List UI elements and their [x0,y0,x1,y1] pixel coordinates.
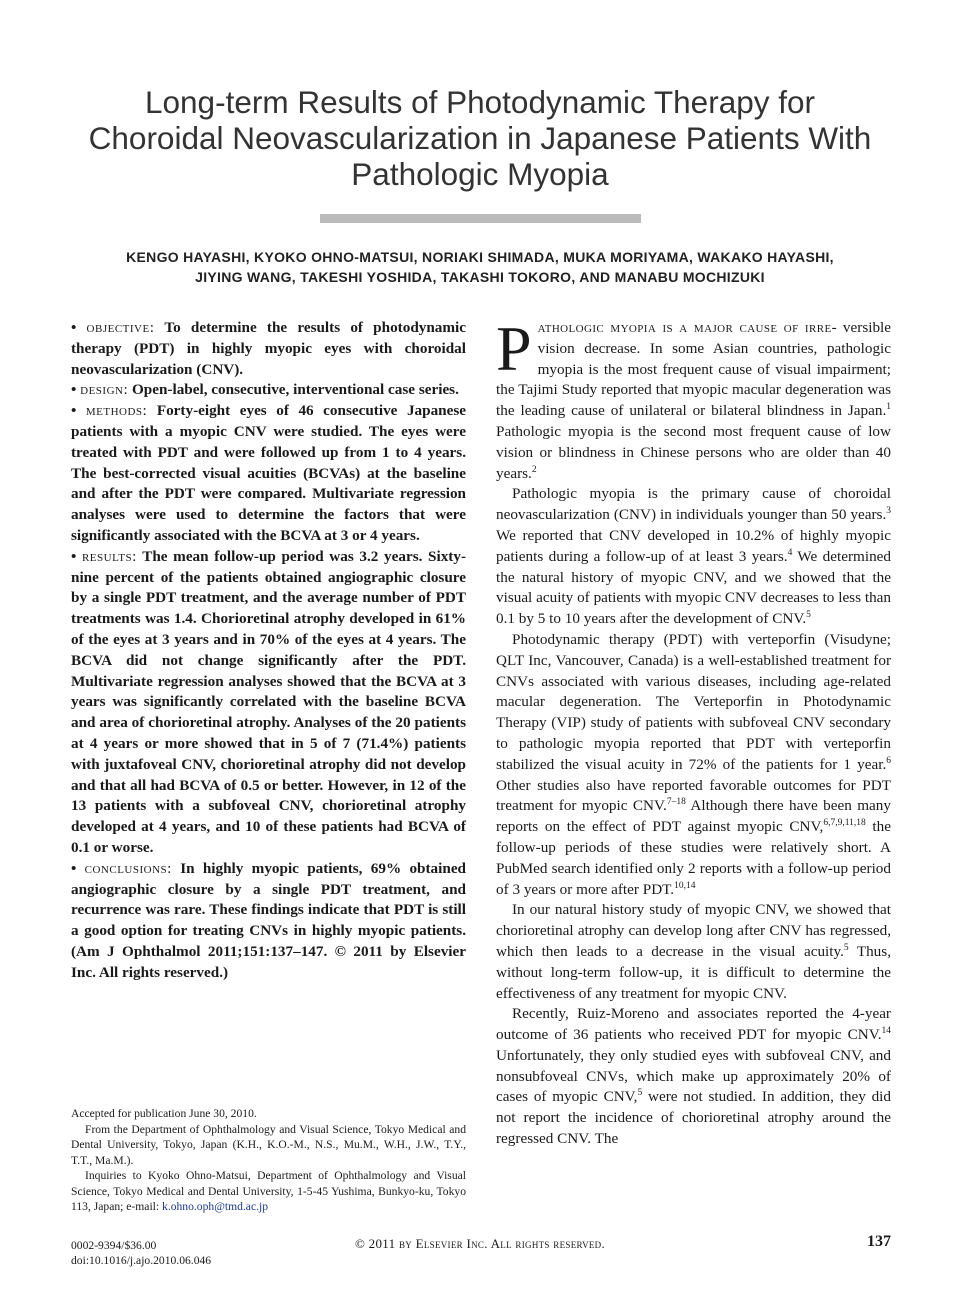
abstract-objective [71,318,466,380]
paragraph [496,484,891,630]
results-label: results: [81,547,137,565]
design-text: Open-label, consecutive, interventional case series. [131,381,459,399]
bullet-icon: • [71,381,77,399]
citation-ref[interactable]: 3 [886,506,891,517]
citation-ref[interactable]: 6 [886,755,891,766]
text-run: Pathologic myopia is the primary cause of choroidal neovascularization (CNV) in individuals younger than 50 years. [496,485,891,524]
bullet-icon: • [71,319,77,336]
paragraph [496,900,891,1004]
paragraph [496,1004,891,1150]
objective-text: To determine the results of photodynamic therapy (PDT) in highly myopic eyes with choroidal neovascularization (CNV). [71,319,467,378]
citation-ref[interactable]: 10,14 [674,880,696,891]
text-run: Thus, without long-term follow-up, it is difficult to determine the effectiveness of any treatment for myopic CNV. [496,942,891,1002]
paragraph [496,630,891,900]
bullet-icon: • [71,547,77,565]
issn: 0002-9394/$36.00 [71,1239,157,1252]
abstract [71,318,466,984]
author-line: JIYING WANG, TAKESHI YOSHIDA, TAKASHI TOKORO, AND MANABU MOCHIZUKI [195,269,765,285]
body-text [496,313,891,1150]
doi: doi:10.1016/j.ajo.2010.06.046 [71,1254,212,1267]
text-run: Pathologic myopia is the second most frequent cause of low vision or blindness in Chinese persons who are older than 40 years. [496,422,891,482]
citation-ref[interactable]: 6,7,9,11,18 [823,818,866,829]
text-run: Photodynamic therapy (PDT) with verteporfin (Visudyne; QLT Inc, Vancouver, Canada) is a well-established treatment for CNVs associated with various diseases, including age-related macular degeneration. The Verteporfin in Photodynamic Therapy (VIP) study of patients with subfoveal CNV secondary to pathologic myopia reported that PDT with verteporfin stabilized the visual acuity in 72% of the patients for 1 year. [496,630,891,773]
citation-ref[interactable]: 7–18 [666,797,686,808]
page-number: 137 [867,1233,891,1250]
affiliation-note: From the Department of Ophthalmology and Visual Science, Tokyo Medical and Dental University, Tokyo, Japan (K.H., K.O.-M., N.S., Mu.M., W.H., J.W., T.Y., T.T., Ma.M.). [71,1122,466,1167]
text-run: Although there have been many reports on the effect of PDT against myopic CNV, [496,797,891,836]
objective-label: objective: [86,319,155,336]
methods-label: methods: [85,402,148,420]
text-run: the follow-up periods of these studies were relatively short. A PubMed search identified only 2 reports with a follow-up period of 3 years or more after PDT. [496,818,891,898]
citation-ref[interactable]: 4 [787,547,793,558]
text-run: Other studies also have reported favorable outcomes for PDT treatment for myopic CNV. [496,776,891,815]
inquiries-note [71,1168,466,1215]
citation-ref[interactable]: 5 [843,942,849,953]
abstract-conclusions [71,859,466,984]
author-line: KENGO HAYASHI, KYOKO OHNO-MATSUI, NORIAKI SHIMADA, MUKA MORIYAMA, WAKAKO HAYASHI, [126,249,834,265]
design-label: design: [80,381,129,399]
inquiries-text: Inquiries to Kyoko Ohno-Matsui, Department of Ophthalmology and Visual Science, Tokyo Medical and Dental University, 1-5-45 Yushima, Bunkyo-ku, Tokyo 113, Japan; e-mail: [71,1169,466,1213]
paragraph [496,313,891,484]
text-run: Recently, Ruiz-Moreno and associates reported the 4-year outcome of 36 patients who received PDT for myopic CNV. [496,1005,891,1044]
abstract-design [71,380,466,401]
article-title [40,84,920,192]
conclusions-label: conclusions: [84,859,172,877]
conclusions-text: In highly myopic patients, 69% obtained angiographic closure by a single PDT treatment, and recurrence was rare. These findings indicate that PDT is still a good option for treating CNVs in highly myopic patients. (Am J Ophthalmol 2011;151:137–147. © 2011 by Elsevier Inc. All rights reserved.) [71,859,467,981]
text-run: In our natural history study of myopic CNV, we showed that chorioretinal atrophy can develop long after CNV has regressed, which then leads to a decrease in the visual acuity. [496,901,891,960]
title-divider [320,214,641,223]
bullet-icon: • [71,402,77,420]
abstract-results [71,547,466,859]
text-run: We reported that CNV developed in 10.2% of highly myopic patients during a follow-up of at least 3 years. [496,526,891,565]
article-footnote [71,1106,466,1215]
methods-text: Forty-eight eyes of 46 consecutive Japanese patients with a myopic CNV were studied. The eyes were treated with PDT and were followed up from 1 to 4 years. The best-corrected visual acuities (BCVAs) at the baseline and after the PDT were compared. Multivariate regression analyses were used to determine the factors that were significantly associated with the BCVA at 3 or 4 years. [71,402,467,544]
text-run: We determined the natural history of myopic CNV, and we showed that the visual acuity of patients with myopic CNV decreases to less than 0.1 by 5 to 10 years after the development of CNV. [496,547,891,628]
citation-ref[interactable]: 5 [806,610,811,621]
abstract-methods [71,401,466,547]
bullet-icon: • [71,859,77,877]
accepted-note: Accepted for publication June 30, 2010. [71,1107,257,1120]
results-text: The mean follow-up period was 3.2 years. Sixty-nine percent of the patients obtained angiographic closure by a single PDT treatment, and the average number of PDT treatments was 1.4. Chorioretinal atrophy developed in 61% of the eyes at 3 years and in 70% of the eyes at 4 years. The BCVA did not change significantly after the PDT. Multivariate regression analyses showed that the BCVA at 3 years was significantly correlated with the baseline BCVA and area of chorioretinal atrophy. Analyses of the 20 patients at 4 years or more showed that in 5 of 7 (71.4%) patients with juxtafoveal CNV, chorioretinal atrophy did not develop and that all had BCVA of 0.5 or better. However, in 12 of the 13 patients with a subfoveal CNV, chorioretinal atrophy developed at 4 years, and 10 of these patients had BCVA of 0.1 or worse. [71,547,466,856]
author-list [40,247,920,287]
title-line: Choroidal Neovascularization in Japanese Patients With [88,120,872,156]
title-line: Long-term Results of Photodynamic Therapy for [145,84,815,120]
email-link[interactable]: k.ohno.oph@tmd.ac.jp [162,1200,269,1213]
text-run: Unfortunately, they only studied eyes with subfoveal CNV, and nonsubfoveal CNVs, which make up approximately 20% of cases of myopic CNV, [496,1046,891,1106]
title-line: Pathologic Myopia [351,156,609,192]
lead-in: athologic myopia is a major cause of irre- [537,319,838,336]
drop-cap: P [496,313,532,384]
citation-ref[interactable]: 2 [531,464,537,475]
citation-ref[interactable]: 5 [637,1088,643,1099]
citation-ref[interactable]: 14 [881,1026,891,1037]
citation-ref[interactable]: 1 [886,402,891,413]
copyright-line: © 2011 by Elsevier Inc. All rights reserved. [354,1236,606,1251]
text-run: were not studied. In addition, they did not report the incidence of chorioretinal atrophy around the regressed CNV. The [496,1088,891,1148]
text-run: versible vision decrease. In some Asian countries, pathologic myopia is the most frequent cause of visual impairment; the Tajimi Study reported that myopic macular degeneration was the leading cause of unilateral or bilateral blindness in Japan. [496,319,891,420]
